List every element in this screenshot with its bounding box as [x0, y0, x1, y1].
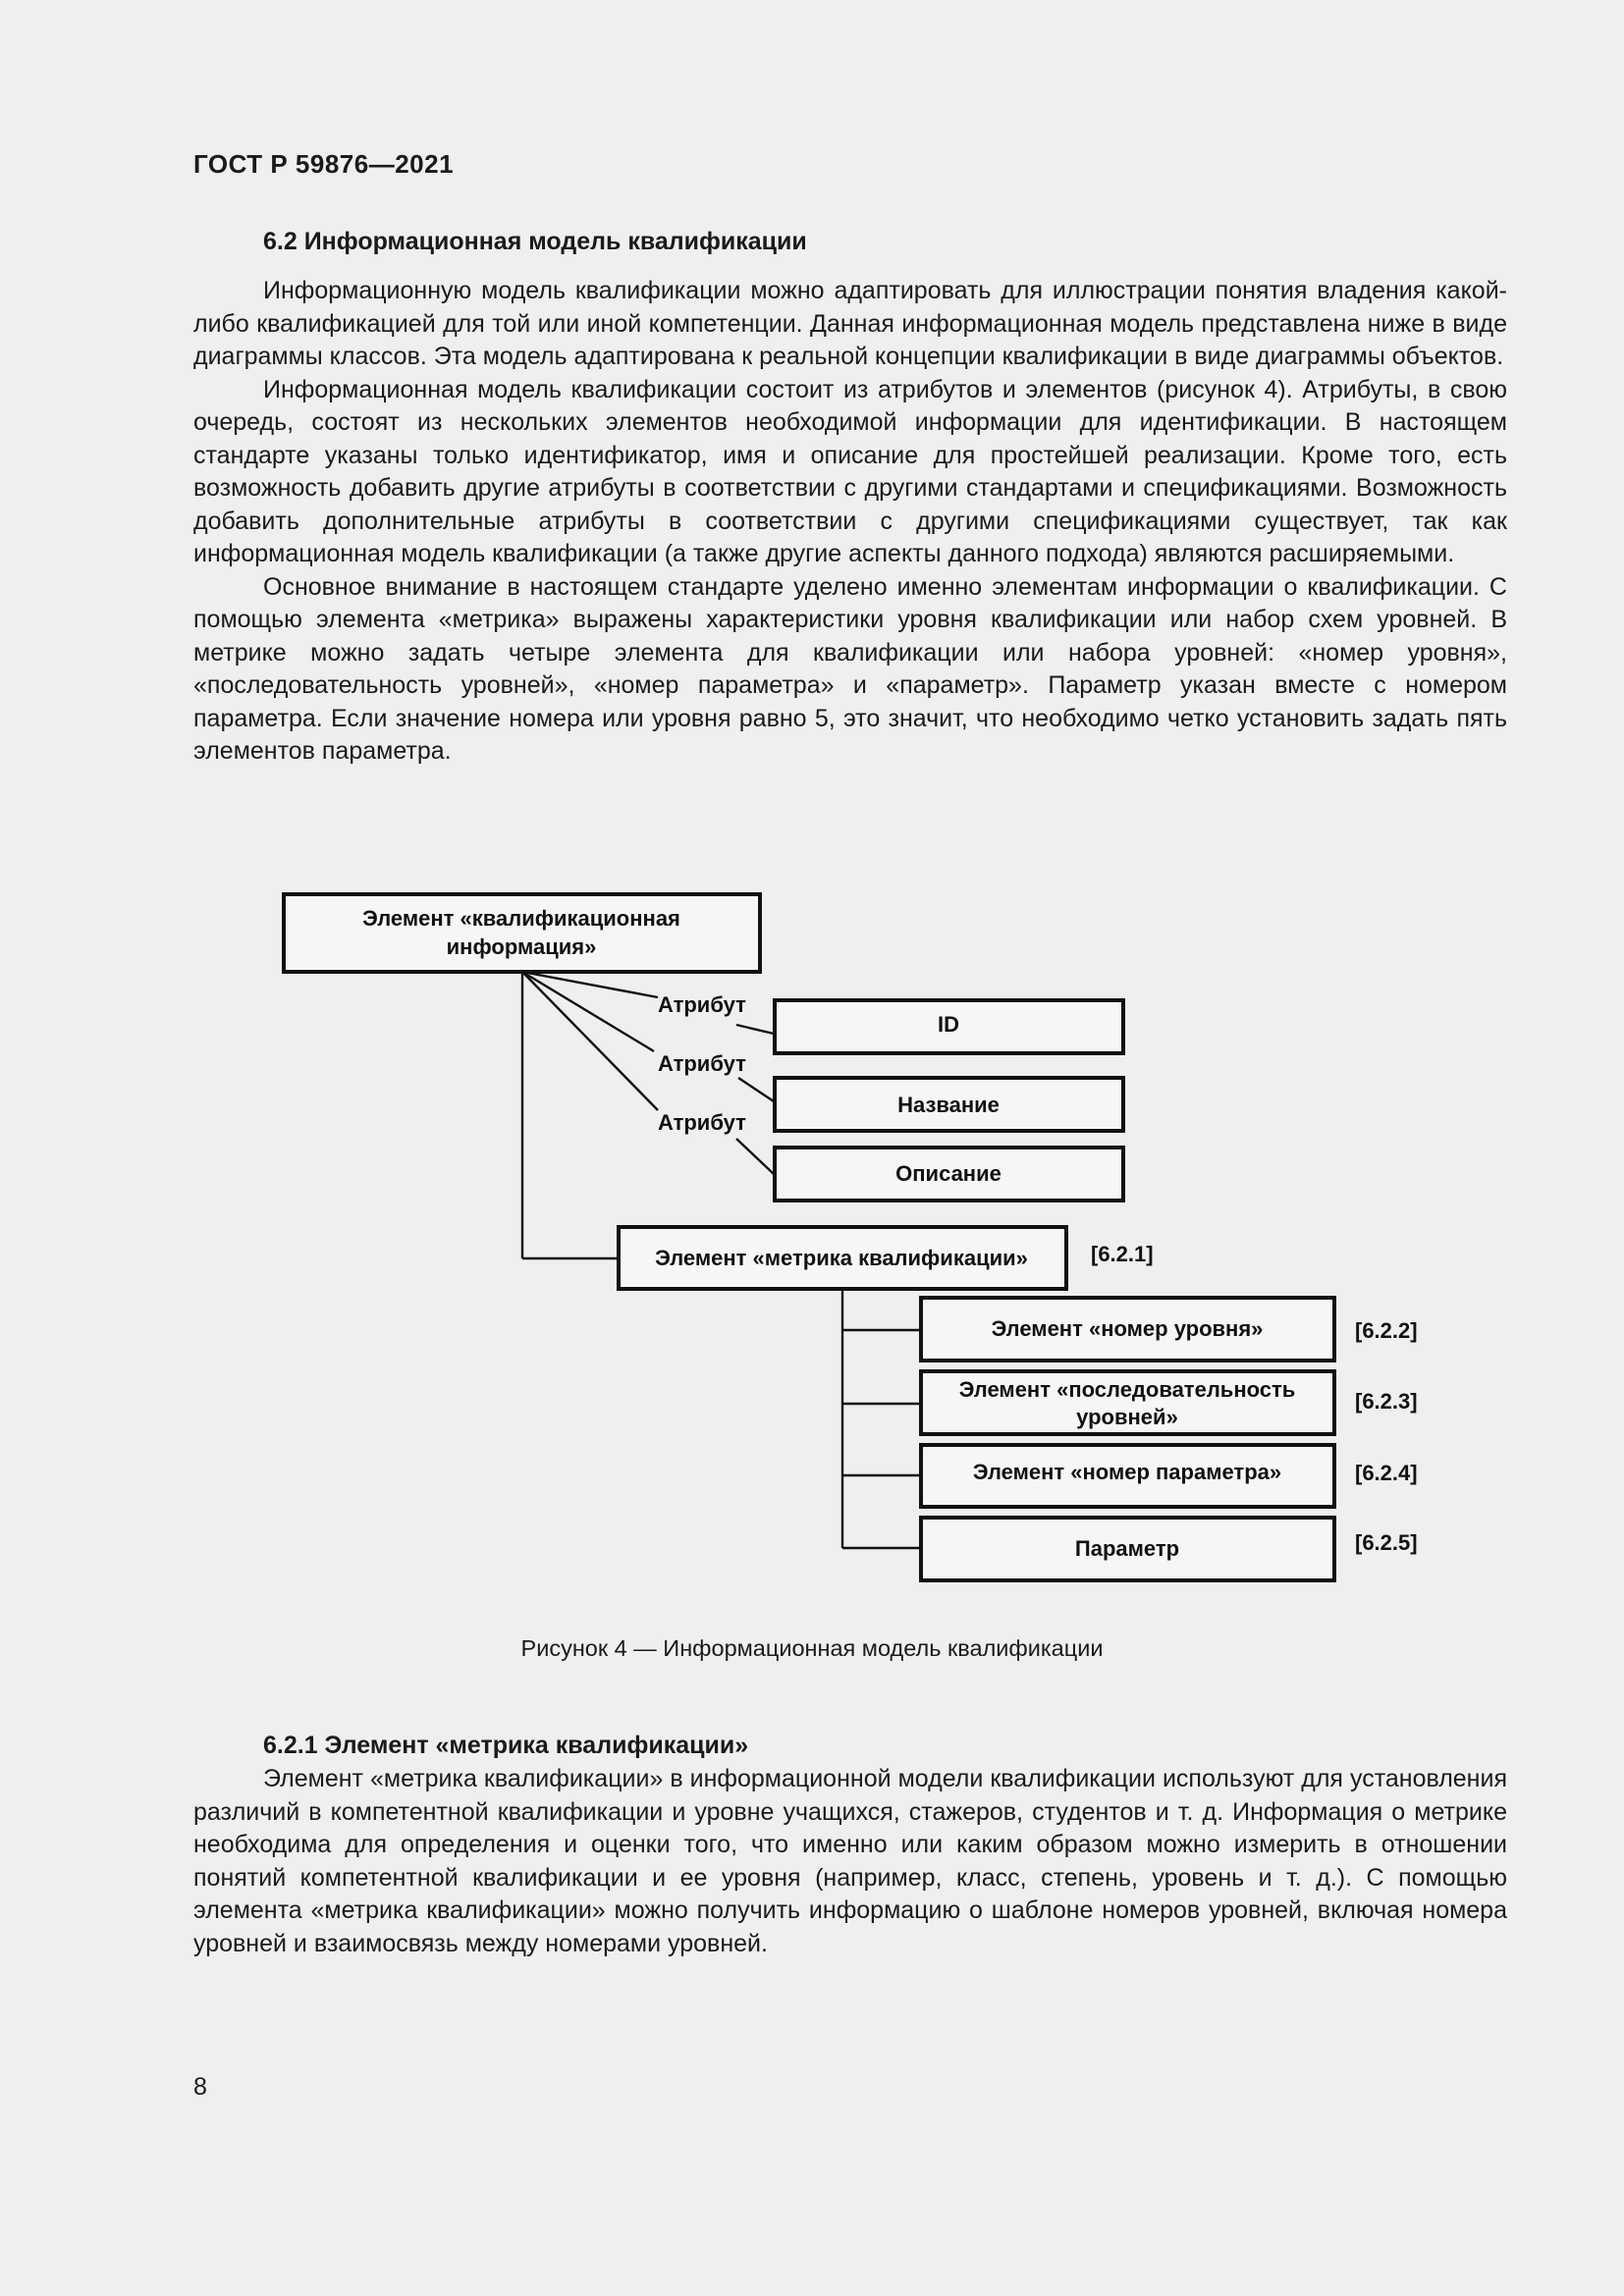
- page-number: 8: [193, 2073, 207, 2101]
- attribute-description-label: Описание: [895, 1161, 1001, 1186]
- section-heading-6-2-1: 6.2.1 Элемент «метрика квалификации»: [263, 1732, 749, 1759]
- parameter-label: Параметр: [1074, 1536, 1180, 1561]
- attribute-label-3: Атрибут: [658, 1110, 746, 1135]
- metric-ref: [6.2.1]: [1091, 1242, 1154, 1266]
- attribute-label-2: Атрибут: [658, 1051, 746, 1076]
- attribute-label-1: Атрибут: [658, 992, 746, 1017]
- level-sequence-label-line1: Элемент «последовательность: [958, 1377, 1296, 1402]
- metric-element-label: Элемент «метрика квалификации»: [655, 1246, 1028, 1270]
- root-box-label-line2: информация»: [446, 934, 597, 959]
- parameter-number-ref: [6.2.4]: [1355, 1461, 1418, 1485]
- attribute-name-label: Название: [897, 1093, 1000, 1117]
- level-sequence-ref: [6.2.3]: [1355, 1389, 1418, 1414]
- parameter-ref: [6.2.5]: [1355, 1530, 1418, 1555]
- paragraph: Элемент «метрика квалификации» в информационной модели квалификации используют для установления различий в компетентной квалификации и уровне учащихся, стажеров, студентов и т. д. Информация о метрике необходима для определения и оценки того, что именно или каким образом можно измерить в отношении понятий компетентной квалификации и ее уровня (например, класс, степень, уровень и т. д.). С помощью элемента «метрика квалификации» можно получить информацию о шаблоне номеров уровней, включая номера уровней и взаимосвязь между номерами уровней.: [193, 1765, 1507, 1957]
- level-sequence-label-line2: уровней»: [1076, 1405, 1178, 1429]
- document-header: ГОСТ Р 59876—2021: [193, 149, 455, 179]
- paragraph: Информационная модель квалификации состоит из атрибутов и элементов (рисунок 4). Атрибуты, в свою очередь, состоят из нескольких элементов необходимой информации для идентификации. В настоящем стандарте указаны только идентификатор, имя и описание для простейшей реализации. Кроме того, есть возможность добавить другие атрибуты в соответствии с другими стандартами и спецификациями. Возможность добавить дополнительные атрибуты в соответствии с другими спецификациями существует, так как информационная модель квалификации (а также другие аспекты данного подхода) являются расширяемыми.: [193, 375, 1507, 567]
- level-number-label: Элемент «номер уровня»: [991, 1316, 1264, 1341]
- section-heading-6-2: 6.2 Информационная модель квалификации: [263, 228, 807, 255]
- paragraph: Основное внимание в настоящем стандарте уделено именно элементам информации о квалификации. С помощью элемента «метрика» выражены характеристики уровня квалификации или набор схем уровней. В метрике можно задать четыре элемента для квалификации или набора уровней: «номер уровня», «последовательность уровней», «номер параметра» и «параметр». Параметр указан вместе с номером параметра. Если значение номера или уровня равно 5, это значит, что необходимо четко установить задать пять элементов параметра.: [193, 572, 1507, 765]
- figure-caption: Рисунок 4 — Информационная модель квалификации: [520, 1635, 1104, 1661]
- paragraph: Информационную модель квалификации можно адаптировать для иллюстрации понятия владения какой-либо квалификацией для той или иной компетенции. Данная информационная модель представлена ниже в виде диаграммы классов. Эта модель адаптирована к реальной концепции квалификации в виде диаграммы объектов.: [193, 277, 1507, 370]
- root-box-label-line1: Элемент «квалификационная: [362, 906, 680, 931]
- section-6-2-1-body: [193, 1763, 1507, 1960]
- attribute-id-label: ID: [938, 1012, 959, 1037]
- parameter-number-label: Элемент «номер параметра»: [972, 1460, 1282, 1484]
- level-number-ref: [6.2.2]: [1355, 1318, 1418, 1343]
